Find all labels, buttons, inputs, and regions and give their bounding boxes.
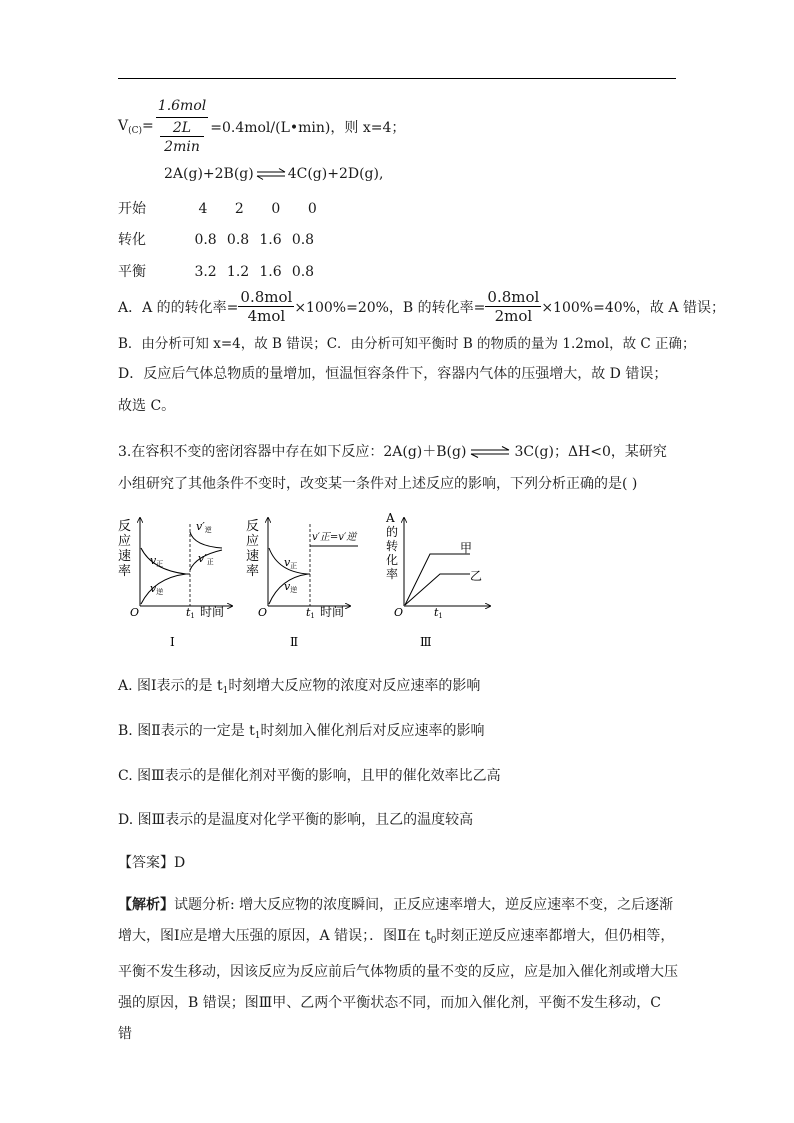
table-row: 开始 4 2 0 0 <box>118 201 317 217</box>
fig2-t1: t1 <box>306 606 315 620</box>
equilibrium-arrow-icon <box>470 446 510 458</box>
fraction-a: $\frac{\text{0.8mol}}{\text{4mol}}$ <box>240 288 293 325</box>
option-c: C. 图Ⅲ表示的是催化剂对平衡的影响，且甲的催化效率比乙高 <box>118 768 501 784</box>
fig1-v-rev-label: v逆 <box>150 582 164 596</box>
fig2-v-fwd-label: v正 <box>284 556 298 570</box>
fig3-t1: t1 <box>434 606 443 620</box>
fig2-ylabel: 反应速率 <box>246 519 260 579</box>
fig1-v-fwd2-label: v′正 <box>198 552 214 566</box>
answer-line-d: D．反应后气体总物质的量增加，恒温恒容条件下，容器内气体的压强增大，故 D 错误；故选 C。 <box>118 366 668 414</box>
fig2-caption: Ⅱ <box>290 635 299 649</box>
fig1-v-rev2-label: v′逆 <box>196 520 212 534</box>
fig1-v-fwd-label: v正 <box>150 554 164 568</box>
equilibrium-arrow-icon <box>256 168 286 180</box>
rate-fraction-denominator: 2min <box>164 139 200 155</box>
rate-expression <box>118 98 405 155</box>
figure-2 <box>246 518 358 649</box>
rate-fraction <box>156 98 208 155</box>
rate-fraction-numerator: 1.6mol <box>157 98 207 114</box>
rate-result: =0.4mol/(L•min)，则 x=4； <box>210 119 406 136</box>
fig2-v-rev-label: v逆 <box>284 580 298 594</box>
question-3: 3.在容积不变的密闭容器中存在如下反应：2A(g)＋B(g) 3C(g)；ΔH<0，某研究小组研究了其他条件不变时，改变某一条件对上述反应的影响，下列分析正确的是( ) <box>118 444 667 492</box>
analysis: 【解析】试题分析: 增大反应物的浓度瞬间，正反应速率增大，逆反应速率不变，之后逐渐增大，图Ⅰ应是增大压强的原因，A 错误；．图Ⅱ在 $t_0$时刻正逆反应速率都增大，但仍相等，平衡不发生移动，因该反应为反应前后气体物质的量不变的反应，应是加入催化剂或增大压强的原因，B 错误；图Ⅲ甲、乙两个平衡状态不同，而加入催化剂，平衡不发生移动，C 错 <box>118 897 678 1042</box>
answer-line-a: A．A 的的转化率= $\frac{\text{0.8mol}}{\text{4mol}}$ ×100%=20%，B 的转化率= $\frac{\text{0.8mol}}{\text{2mol}}$ ×100%=40%，故 A 错误； <box>118 288 725 325</box>
fig3-ylabel: A 的转化率 <box>386 511 399 581</box>
figures-panel <box>114 510 514 660</box>
figure-1 <box>118 518 232 649</box>
option-d: D. 图Ⅲ表示的是温度对化学平衡的影响，且乙的温度较高 <box>118 812 474 828</box>
fig3-origin: O <box>394 606 404 619</box>
fig1-xlabel: 时间 <box>200 605 225 619</box>
answer-label: 【答案】D <box>118 855 186 871</box>
fig3-jia-label: 甲 <box>460 541 473 555</box>
rate-symbol: $V_{(C)}=$ <box>118 117 154 136</box>
rate-inner-numerator: 2L <box>172 120 192 136</box>
header-rule <box>118 78 676 79</box>
option-b: B. 图Ⅱ表示的一定是 $t_1$时刻加入催化剂后对反应速率的影响 <box>118 723 485 741</box>
answer-line-b: B．由分析可知 x=4，故 B 错误；C．由分析可知平衡时 B 的物质的量为 1.2mol，故 C 正确； <box>118 336 696 352</box>
table-row: 转化 0.8 0.8 1.6 0.8 <box>118 232 315 248</box>
table-row: 平衡 3.2 1.2 1.6 0.8 <box>118 264 315 280</box>
option-a: A. 图Ⅰ表示的是 $t_1$时刻增大反应物的浓度对反应速率的影响 <box>118 678 481 696</box>
fig1-origin: O <box>130 606 140 619</box>
fig3-yi-label: 乙 <box>470 569 483 583</box>
reaction-right: 4C(g)+2D(g), <box>287 166 384 182</box>
fig3-caption: Ⅲ <box>420 635 432 649</box>
fig2-eq-label: v′正=v′逆 <box>312 532 357 543</box>
fig2-origin: O <box>258 606 268 619</box>
reaction-left: 2A(g)+2B(g) <box>164 166 254 182</box>
fig2-xlabel: 时间 <box>320 605 345 619</box>
fig1-t1: t1 <box>186 606 195 620</box>
figure-3 <box>385 511 490 649</box>
fraction-b: $\frac{\text{0.8mol}}{\text{2mol}}$ <box>487 288 540 325</box>
reaction-equation <box>164 166 383 182</box>
fig1-caption: Ⅰ <box>170 635 175 649</box>
fig1-ylabel: 反应速率 <box>118 519 132 579</box>
